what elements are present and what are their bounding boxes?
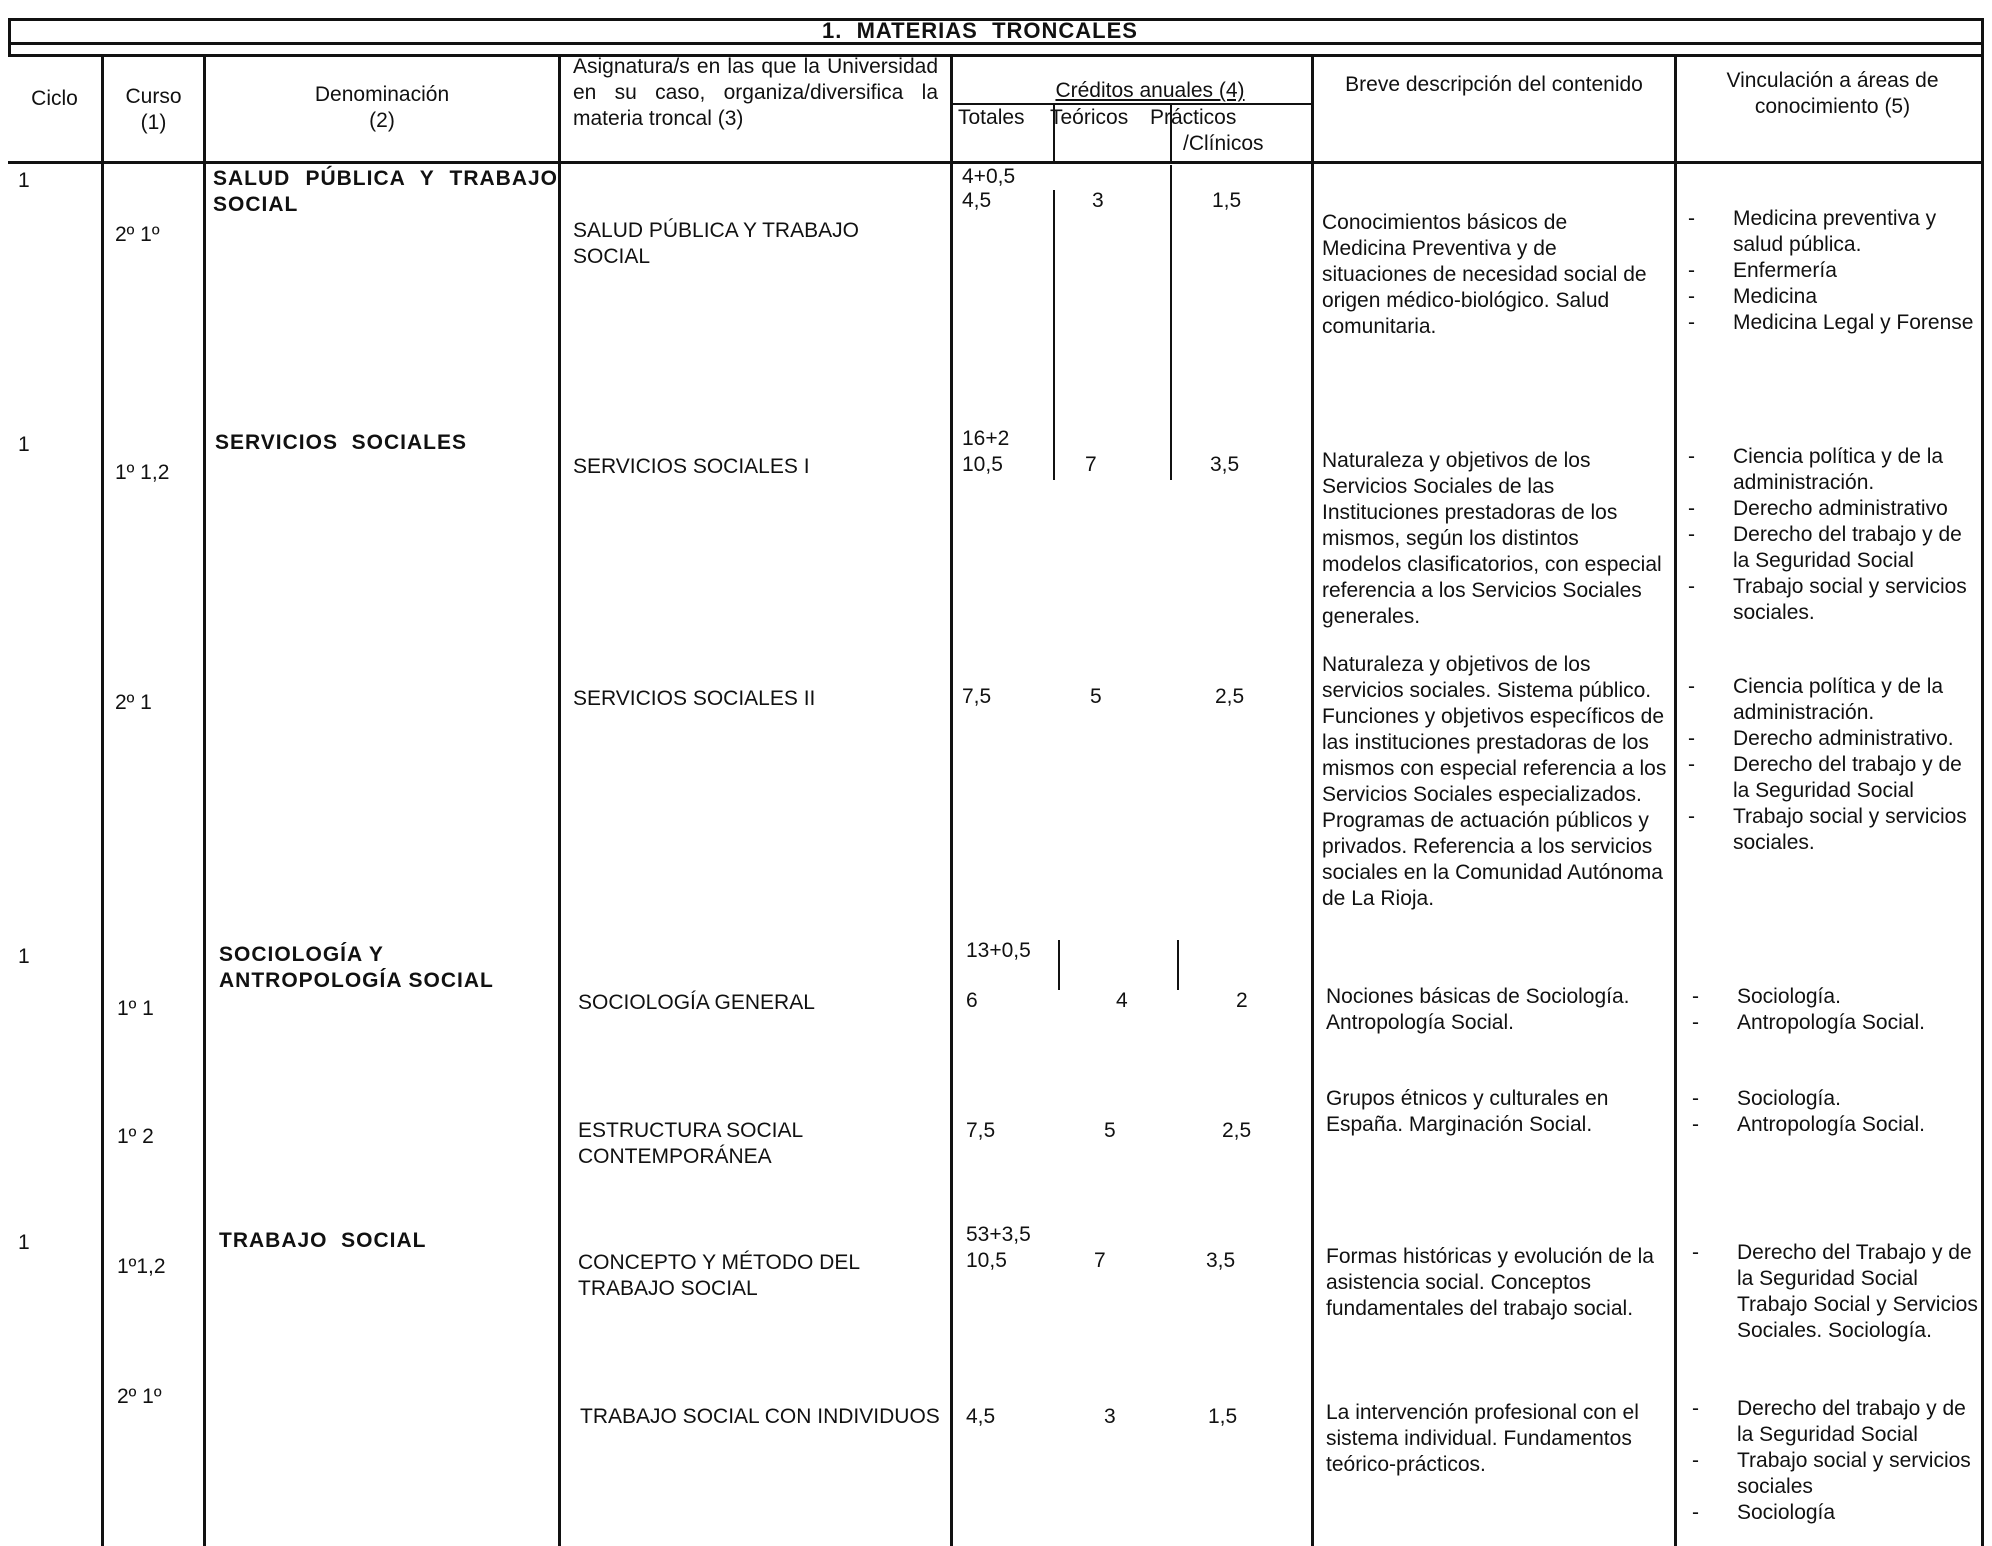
cell-curso: 2º 1º — [115, 223, 160, 246]
cell-asignatura: SALUD PÚBLICA Y TRABAJO SOCIAL — [573, 219, 859, 268]
credit-rule-4b — [1177, 940, 1179, 990]
area-item: - Trabajo social y servicios sociales — [1692, 1449, 1971, 1498]
cell-ciclo: 1 — [18, 945, 30, 968]
credit-rule-4a — [1058, 940, 1060, 990]
header-denominacion: Denominación — [314, 83, 450, 106]
cell-curso: 2º 1 — [115, 691, 152, 714]
header-descripcion: Breve descripción del contenido — [1345, 73, 1643, 96]
cell-curso: 2º 1º — [117, 1385, 162, 1408]
cell-areas — [1692, 1396, 1982, 1526]
header-teoricos: Teóricos — [1050, 106, 1129, 129]
cell-practicos: 1,5 — [1208, 1405, 1238, 1428]
cell-descripcion: Conocimientos básicos de Medicina Preventiva y de situaciones de necesidad social de origen médico-biológico. Salud comunitaria. — [1322, 211, 1647, 338]
area-item: - Medicina Legal y Forense — [1688, 311, 1974, 334]
cell-asignatura: SOCIOLOGÍA GENERAL — [578, 991, 815, 1014]
col-sep-curso — [203, 54, 206, 1546]
cell-materia: TRABAJO SOCIAL — [219, 1229, 427, 1252]
cell-descripcion: Naturaleza y objetivos de los servicios sociales. Sistema público. Funciones y objetivos específicos de las instituciones prestadoras de los mismos con especial referencia a los Servicios Sociales especializados. Programas de actuación públicos y privados. Referencia a los servicios sociales en la Comunidad Autónoma de La Rioja. — [1322, 653, 1667, 910]
cell-curso: 1º1,2 — [117, 1255, 166, 1278]
cell-asignatura: ESTRUCTURA SOCIAL CONTEMPORÁNEA — [578, 1119, 803, 1168]
area-item: - Derecho del trabajo y de la Seguridad Social — [1692, 1397, 1966, 1446]
cell-practicos: 3,5 — [1206, 1249, 1236, 1272]
cell-practicos: 2,5 — [1215, 685, 1245, 708]
cell-asignatura: SERVICIOS SOCIALES II — [573, 687, 816, 710]
cell-curso: 1º 1 — [117, 997, 154, 1020]
area-item: - Sociología. — [1692, 985, 1841, 1008]
cell-areas — [1688, 444, 1978, 626]
cell-totales: 6 — [966, 989, 978, 1012]
header-denominacion-note: (2) — [369, 109, 395, 132]
area-item: - Derecho del trabajo y de la Seguridad Social — [1688, 753, 1962, 802]
header-vinculacion: Vinculación a áreas de conocimiento (5) — [1726, 69, 1939, 118]
cell-materia-total: 4+0,5 — [962, 165, 1016, 188]
header-curso-note: (1) — [140, 111, 167, 134]
header-totales: Totales — [958, 106, 1025, 129]
cell-teoricos: 3 — [1104, 1405, 1116, 1428]
cell-areas — [1688, 674, 1978, 856]
col-sep-descripcion — [1674, 54, 1677, 1546]
cell-totales: 4,5 — [966, 1405, 996, 1428]
cell-practicos: 1,5 — [1212, 189, 1242, 212]
cell-curso: 1º 1,2 — [115, 461, 170, 484]
area-item: - Ciencia política y de la administración. — [1688, 675, 1944, 724]
cell-practicos: 2 — [1236, 989, 1248, 1012]
cell-areas — [1692, 1240, 1982, 1344]
cell-totales: 10,5 — [962, 453, 1003, 476]
col-sep-ciclo — [101, 54, 104, 1546]
cell-descripcion: Naturaleza y objetivos de los Servicios Sociales de las Instituciones prestadoras de los mismos, según los distintos modelos clasificatorios, con especial referencia a los Servicios Sociales generales. — [1322, 449, 1662, 628]
cell-ciclo: 1 — [18, 169, 30, 192]
area-item: - Derecho del Trabajo y de la Seguridad Social Trabajo Social y Servicios Sociales. Sociología. — [1692, 1241, 1978, 1342]
credit-rule-1b — [1170, 165, 1172, 480]
cell-materia-total: 13+0,5 — [966, 939, 1031, 962]
cell-materia: SOCIOLOGÍA Y ANTROPOLOGÍA SOCIAL — [219, 943, 494, 992]
header-clinicos: /Clínicos — [1183, 132, 1264, 155]
cell-descripcion: Nociones básicas de Sociología. Antropología Social. — [1326, 985, 1630, 1034]
cell-areas — [1692, 1086, 1982, 1138]
cell-teoricos: 5 — [1090, 685, 1102, 708]
cell-teoricos: 5 — [1104, 1119, 1116, 1142]
cell-totales: 10,5 — [966, 1249, 1007, 1272]
cell-teoricos: 7 — [1085, 453, 1097, 476]
cell-asignatura: CONCEPTO Y MÉTODO DEL TRABAJO SOCIAL — [578, 1251, 860, 1300]
rule-header-top — [8, 54, 1984, 57]
cell-materia-total: 53+3,5 — [966, 1223, 1031, 1246]
cell-descripcion: La intervención profesional con el sistema individual. Fundamentos teórico-prácticos. — [1326, 1401, 1639, 1476]
cell-practicos: 2,5 — [1222, 1119, 1252, 1142]
section-title: 1. MATERIAS TRONCALES — [822, 18, 1138, 43]
col-sep-creditos — [1311, 54, 1314, 1546]
cell-totales: 4,5 — [962, 189, 992, 212]
area-item: - Ciencia política y de la administración. — [1688, 445, 1944, 494]
area-item: - Medicina — [1688, 285, 1818, 308]
cell-asignatura: SERVICIOS SOCIALES I — [573, 455, 810, 478]
area-item: - Sociología — [1692, 1501, 1836, 1524]
area-item: - Medicina preventiva y salud pública. — [1688, 207, 1937, 256]
cell-curso: 1º 2 — [117, 1125, 154, 1148]
credit-rule-1a — [1053, 190, 1055, 480]
cell-areas — [1688, 206, 1978, 336]
col-sep-denominacion — [558, 54, 561, 1546]
area-item: - Antropología Social. — [1692, 1011, 1925, 1034]
rule-left — [8, 18, 11, 54]
cell-teoricos: 3 — [1092, 189, 1104, 212]
area-item: - Derecho administrativo — [1688, 497, 1948, 520]
area-item: - Derecho del trabajo y de la Seguridad Social — [1688, 523, 1962, 572]
cell-ciclo: 1 — [18, 1231, 30, 1254]
area-item: - Trabajo social y servicios sociales. — [1688, 575, 1967, 624]
cell-areas — [1692, 984, 1982, 1036]
area-item: - Trabajo social y servicios sociales. — [1688, 805, 1967, 854]
area-item: - Derecho administrativo. — [1688, 727, 1954, 750]
header-creditos: Créditos anuales (4) — [1055, 79, 1245, 102]
cell-teoricos: 7 — [1094, 1249, 1106, 1272]
col-sep-asignatura — [950, 54, 953, 1546]
cell-teoricos: 4 — [1116, 989, 1128, 1012]
header-curso: Curso — [125, 85, 182, 108]
area-item: - Antropología Social. — [1692, 1113, 1925, 1136]
cell-asignatura: TRABAJO SOCIAL CON INDIVIDUOS — [580, 1405, 940, 1428]
cell-materia: SERVICIOS SOCIALES — [215, 431, 467, 454]
cell-totales: 7,5 — [962, 685, 992, 708]
cell-ciclo: 1 — [18, 433, 30, 456]
header-practicos: Prácticos — [1150, 106, 1237, 129]
cell-practicos: 3,5 — [1210, 453, 1240, 476]
area-item: - Sociología. — [1692, 1087, 1841, 1110]
header-asignatura: Asignatura/s en las que la Universidad en su caso, organiza/diversifica la materia troncal (3) — [573, 55, 938, 130]
cell-descripcion: Formas históricas y evolución de la asistencia social. Conceptos fundamentales del trabajo social. — [1326, 1245, 1654, 1320]
cell-totales: 7,5 — [966, 1119, 996, 1142]
area-item: - Enfermería — [1688, 259, 1837, 282]
header-ciclo: Ciclo — [31, 87, 78, 110]
cell-materia-total: 16+2 — [962, 427, 1010, 450]
cell-descripcion: Grupos étnicos y culturales en España. Marginación Social. — [1326, 1087, 1609, 1136]
cell-materia: SALUD PÚBLICA Y TRABAJO SOCIAL — [213, 167, 558, 216]
